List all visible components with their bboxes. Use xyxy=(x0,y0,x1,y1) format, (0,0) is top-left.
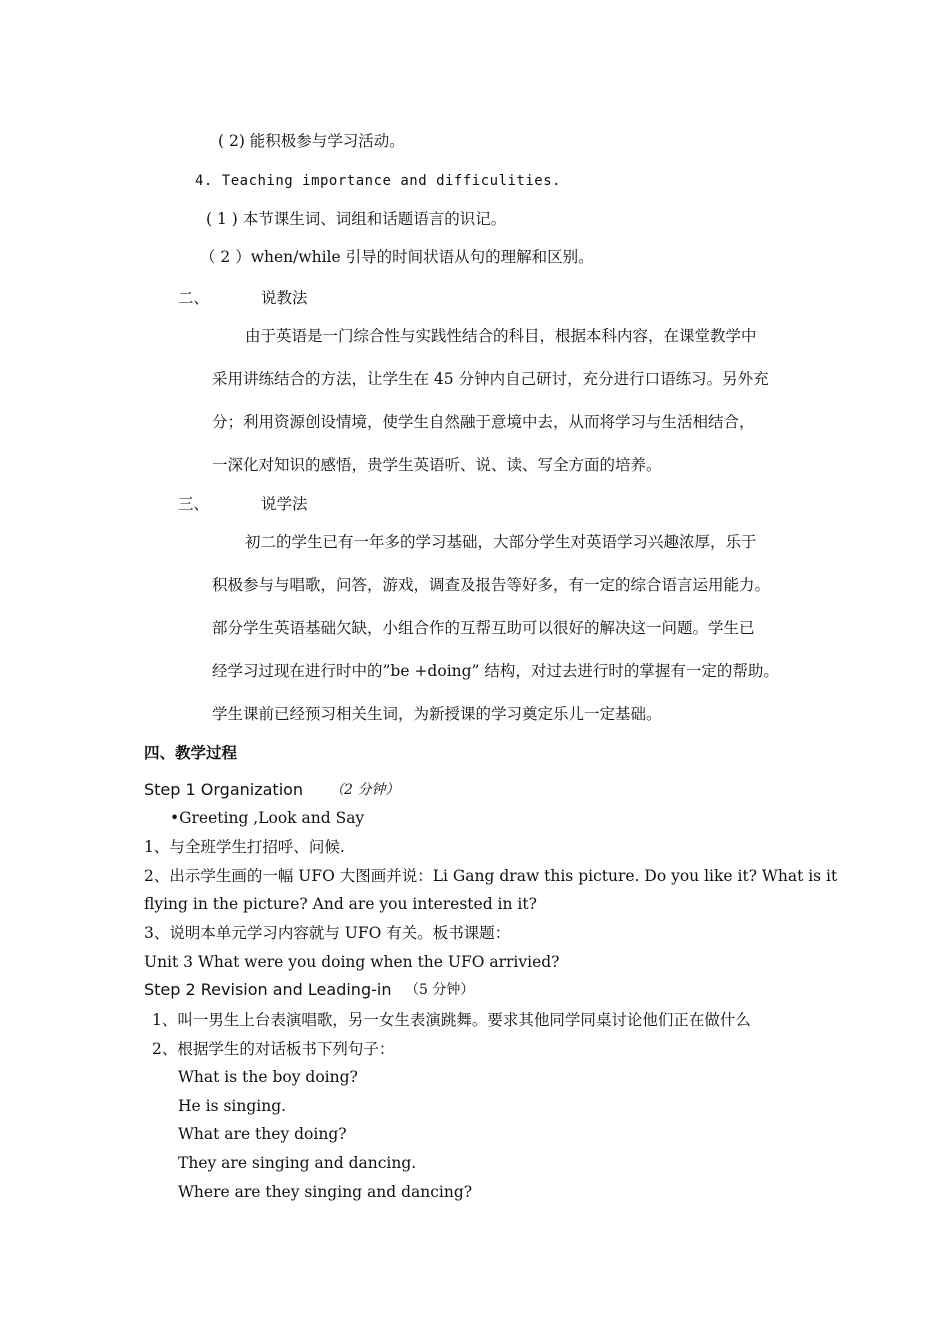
section-4-title: 四、教学过程 xyxy=(144,743,238,762)
board-sentence-5: Where are they singing and dancing? xyxy=(178,1183,473,1201)
section-2-number: 二、 xyxy=(178,289,210,307)
step-1-time: （2 分钟） xyxy=(330,782,400,798)
section-3-number: 三、 xyxy=(178,495,210,513)
section-3-paragraph-line-3: 部分学生英语基础欠缺，小组合作的互帮互助可以很好的解决这一问题。学生已 xyxy=(212,619,755,637)
step-2-item-2: 2、根据学生的对话板书下列句子： xyxy=(152,1040,395,1058)
section-3-paragraph-line-2: 积极参与与唱歌，问答，游戏，调查及报告等好多，有一定的综合语言运用能力。 xyxy=(212,576,771,594)
teaching-importance-heading: 4. Teaching importance and difficulities. xyxy=(195,173,562,189)
step-1-title: Step 1 Organization xyxy=(144,780,304,799)
unit-title: Unit 3 What were you doing when the UFO arrivied? xyxy=(144,953,560,971)
section-2-paragraph-line-3: 分；利用资源创设情境，使学生自然融于意境中去，从而将学习与生活相结合， xyxy=(212,413,755,431)
step-2-title: Step 2 Revision and Leading-in xyxy=(144,980,392,999)
board-sentence-3: What are they doing? xyxy=(178,1125,347,1143)
section-2-paragraph-line-1: 由于英语是一门综合性与实践性结合的科目，根据本科内容，在课堂教学中 xyxy=(245,327,757,345)
section-3-paragraph-line-1: 初二的学生已有一年多的学习基础，大部分学生对英语学习兴趣浓厚，乐于 xyxy=(245,533,757,551)
board-sentence-2: He is singing. xyxy=(178,1097,287,1115)
board-sentence-4: They are singing and dancing. xyxy=(178,1154,417,1172)
importance-item-2: （ 2 ）when/while 引导的时间状语从句的理解和区别。 xyxy=(200,248,594,266)
section-2-paragraph-line-2: 采用讲练结合的方法，让学生在 45 分钟内自己研讨，充分进行口语练习。另外充 xyxy=(212,370,769,388)
step-1-item-3: 3、说明本单元学习内容就与 UFO 有关。板书课题： xyxy=(144,924,511,942)
objective-2: ( 2) 能积极参与学习活动。 xyxy=(218,132,405,150)
section-2-paragraph-line-4: 一深化对知识的感悟，贵学生英语听、说、读、写全方面的培养。 xyxy=(212,456,662,474)
section-3-paragraph-line-5: 学生课前已经预习相关生词，为新授课的学习奠定乐儿一定基础。 xyxy=(212,705,662,723)
section-2-title: 说教法 xyxy=(261,289,308,307)
importance-item-1: ( 1 ) 本节课生词、词组和话题语言的识记。 xyxy=(206,210,507,228)
step-1-item-2-line-1: 2、出示学生画的一幅 UFO 大图画并说：Li Gang draw this picture. Do you like it? What is it xyxy=(144,867,838,885)
step-1-item-2-line-2: flying in the picture? And are you interested in it? xyxy=(144,895,537,913)
board-sentence-1: What is the boy doing? xyxy=(178,1068,358,1086)
step-2-item-1: 1、叫一男生上台表演唱歌，另一女生表演跳舞。要求其他同学同桌讨论他们正在做什么 xyxy=(152,1011,751,1029)
step-1-item-1: 1、与全班学生打招呼、问候. xyxy=(144,838,345,856)
section-3-title: 说学法 xyxy=(261,495,308,513)
section-3-paragraph-line-4: 经学习过现在进行时中的”be +doing” 结构，对过去进行时的掌握有一定的帮助。 xyxy=(212,662,779,680)
step-1-bullet: •Greeting ,Look and Say xyxy=(170,809,365,827)
step-2-time: （5 分钟） xyxy=(405,982,475,998)
